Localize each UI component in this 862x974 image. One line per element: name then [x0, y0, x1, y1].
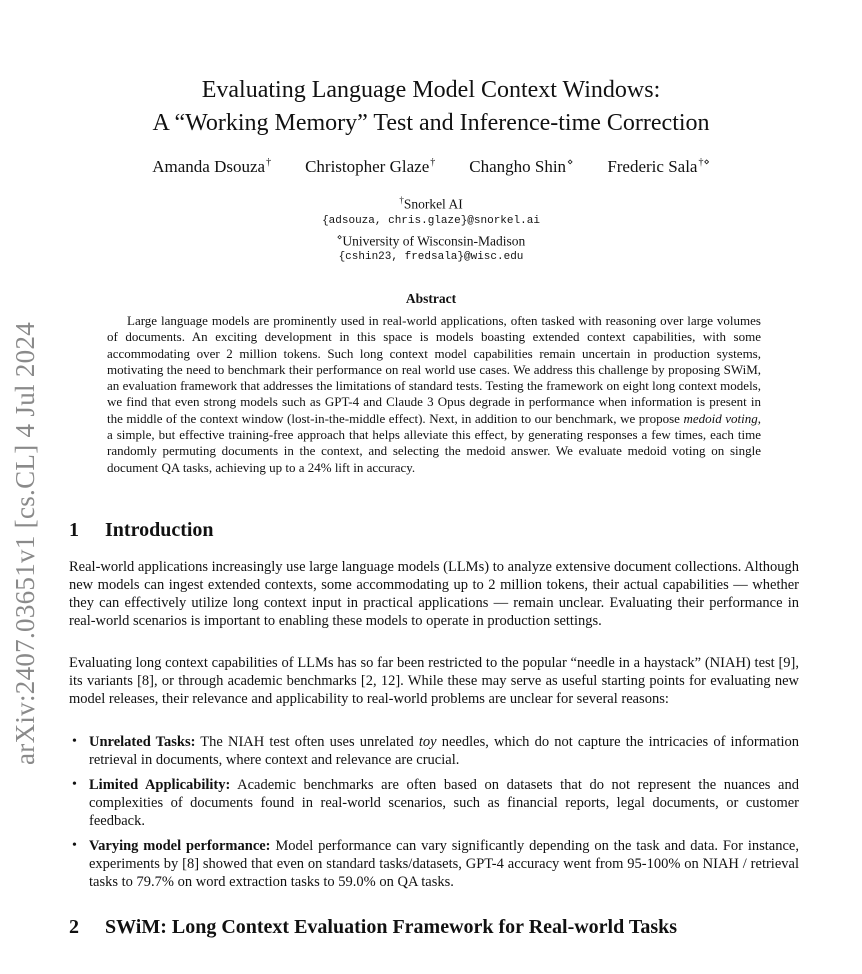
paper-title — [0, 74, 862, 140]
affiliation-mark: ⋄ — [336, 231, 343, 242]
list-item — [69, 776, 799, 830]
author — [152, 157, 271, 177]
affiliation-mark: † — [430, 157, 436, 169]
affiliation-1 — [0, 192, 862, 213]
section-heading-introduction — [69, 519, 214, 542]
author-name: Frederic Sala — [607, 157, 698, 176]
list-item-label: Unrelated Tasks: — [89, 734, 196, 750]
list-item-emphasis: toy — [418, 734, 437, 750]
author — [305, 157, 435, 177]
section-number: 2 — [69, 916, 79, 938]
list-item — [69, 837, 799, 891]
author — [607, 157, 709, 177]
affiliation-mark: ⋄ — [567, 157, 574, 169]
section-heading-swim — [69, 916, 677, 939]
affiliation-mark: † — [399, 195, 404, 205]
intro-paragraph-1: Real-world applications increasingly use large language models (LLMs) to analyze extensive document collections. Although new models can ingest extended contexts, some accommodating up to 2 million tokens, their actual capabilities — whether they can effectively utilize long context input in practical applications — remain unclear. Evaluating their performance in real-world scenarios is important to enabling these models to operate in production settings. — [69, 559, 799, 629]
list-item-text: needles, which do not capture the intricacies of information retrieval in documents, where context and relevance are crucial. — [89, 734, 800, 768]
affiliations — [0, 192, 862, 265]
affiliation-mark: † — [266, 157, 272, 169]
list-item-label: Varying model performance: — [89, 838, 271, 854]
affiliation-name: Snorkel AI — [403, 196, 463, 212]
list-item-text: Model performance can vary significantly depending on the task and data. For instance, experiments by [8] showed that even on standard tasks/datasets, GPT-4 accuracy went from 95-100% on NIAH / retrieval tasks to 79.7% on word extraction tasks to 59.0% on QA tasks. — [89, 838, 799, 890]
affiliation-1-emails: {adsouza, chris.glaze}@snorkel.ai — [322, 214, 540, 227]
title-line-1: Evaluating Language Model Context Windows: — [201, 77, 661, 103]
section-title: SWiM: Long Context Evaluation Framework for Real-world Tasks — [105, 916, 678, 938]
list-item-text: The NIAH test often uses unrelated — [195, 734, 419, 750]
arxiv-identifier: arXiv:2407.03651v1 [cs.CL] 4 Jul 2024 — [10, 321, 40, 765]
section-number: 1 — [69, 519, 79, 541]
affiliation-2-emails: {cshin23, fredsala}@wisc.edu — [338, 251, 524, 263]
author-list — [0, 157, 862, 177]
affiliation-mark: †⋄ — [698, 157, 710, 169]
abstract-part: Large language models are prominently used in real-world applications, often tasked with reasoning over large volumes of documents. An exciting development in this space is models boasting extended context capabilities, with some accommodating over 2 million tokens. Such long context model capabilities remain uncertain in production systems, motivating the need to benchmark their performance on real world use cases. We address this challenge by proposing SWiM, an evaluation framework that addresses the limitations of standard tests. Testing the framework on eight long context models, we find that even strong models such as GPT-4 and Claude 3 Opus degrade in performance when information is present in the middle of the context window (lost-in-the-middle effect). Next, in addition to our benchmark, we propose — [107, 313, 761, 426]
list-item — [69, 733, 799, 769]
section-title: Introduction — [105, 519, 214, 541]
author-name: Changho Shin — [469, 157, 567, 176]
affiliation-name: University of Wisconsin-Madison — [342, 233, 526, 248]
author — [469, 157, 573, 177]
title-line-2: A “Working Memory” Test and Inference-time Correction — [152, 110, 710, 136]
abstract-text — [107, 313, 761, 476]
list-item-text: Academic benchmarks are often based on datasets that do not represent the nuances and complexities of documents found in real-world scenarios, such as financial reports, legal documents, or customer feedback. — [89, 777, 799, 829]
intro-paragraph-2: Evaluating long context capabilities of LLMs has so far been restricted to the popular “needle in a haystack” (NIAH) test [9], its variants [8], or through academic benchmarks [2, 12]. While these may serve as useful starting points for evaluating new model releases, their relevance and applicability to real-world problems are unclear for several reasons: — [69, 655, 799, 707]
reasons-list — [69, 733, 799, 898]
abstract-part: , a simple, but effective training-free approach that helps alleviate this effect, by generating responses a few times, each time randomly permuting documents in the context, and selecting the medoid answer. We evaluate medoid voting on single document QA tasks, achieving up to a 24% lift in accuracy. — [107, 410, 762, 475]
abstract-heading: Abstract — [405, 291, 457, 306]
abstract-emphasis: medoid voting — [683, 410, 758, 426]
list-item-label: Limited Applicability: — [89, 777, 231, 793]
author-name: Christopher Glaze — [305, 157, 430, 176]
affiliation-2 — [0, 229, 862, 250]
author-name: Amanda Dsouza — [152, 157, 266, 176]
